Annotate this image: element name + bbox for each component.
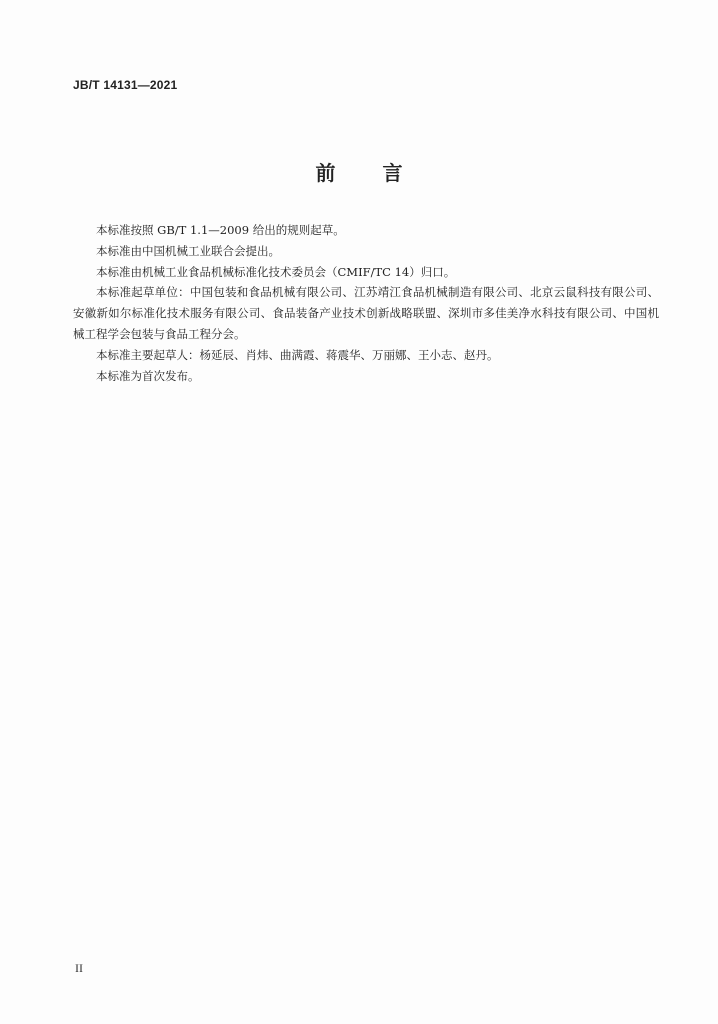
foreword-body xyxy=(73,220,659,386)
paragraph-centralized-by: 本标准由机械工业食品机械标准化技术委员会（CMIF/TC 14）归口。 xyxy=(96,264,456,279)
title-char-2: 言 xyxy=(382,161,403,185)
page-number: II xyxy=(75,961,83,975)
section-title xyxy=(0,157,718,186)
paragraph-first-release: 本标准为首次发布。 xyxy=(96,368,200,383)
paragraph-proposed-by: 本标准由中国机械工业联合会提出。 xyxy=(96,243,280,258)
paragraph-drafting-units: 本标准起草单位：中国包装和食品机械有限公司、江苏靖江食品机械制造有限公司、北京云鼠科技有限公司、安徽新如尔标准化技术服务有限公司、食品装备产业技术创新战略联盟、深圳市多佳美净水科技有限公司、中国机械工程学会包装与食品工程分会。 xyxy=(73,285,659,341)
paragraph-drafters: 本标准主要起草人：杨延辰、肖炜、曲满霞、蒋震华、万丽娜、王小志、赵丹。 xyxy=(96,347,499,362)
title-char-1: 前 xyxy=(315,161,336,185)
standard-code: JB/T 14131—2021 xyxy=(73,78,178,92)
paragraph-drafting-rules: 本标准按照 GB/T 1.1—2009 给出的规则起草。 xyxy=(96,223,345,237)
